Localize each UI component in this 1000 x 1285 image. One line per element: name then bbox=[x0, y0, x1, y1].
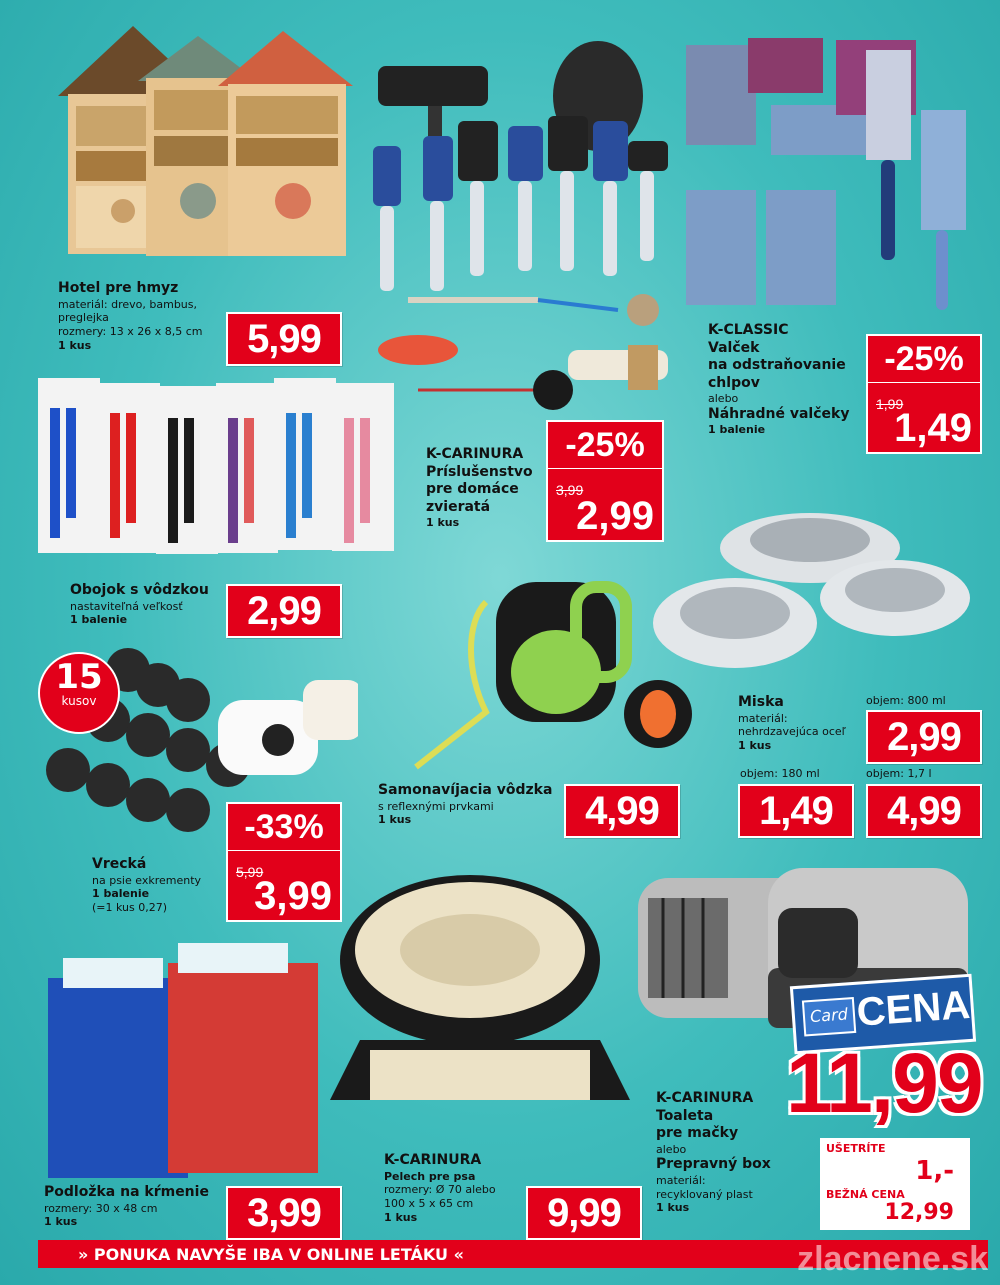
grooming-old-price: 3,99 bbox=[556, 482, 584, 498]
lint-new-price: 1,49 bbox=[894, 406, 972, 450]
lint-alternative: alebo bbox=[708, 392, 739, 405]
savings-label: UŠETRÍTE bbox=[826, 1142, 886, 1155]
grooming-new-price: 2,99 bbox=[576, 494, 654, 538]
bowl-description bbox=[738, 694, 868, 753]
dog-collars-image bbox=[38, 378, 394, 558]
carrier-card-price: 11,99 bbox=[786, 1036, 982, 1130]
bags-title: Vrecká bbox=[92, 856, 147, 872]
lint-old-price: 1,99 bbox=[876, 396, 904, 412]
carrier-quantity: 1 kus bbox=[656, 1201, 690, 1215]
carrier-title-2: pre mačky bbox=[656, 1125, 739, 1141]
bowl-quantity: 1 kus bbox=[738, 739, 772, 752]
bags-quantity: 1 balenie bbox=[92, 887, 150, 901]
bowl-volume-800: objem: 800 ml bbox=[866, 694, 946, 707]
bags-discount-tag bbox=[226, 802, 342, 922]
collar-size: nastaviteľná veľkosť bbox=[70, 599, 183, 613]
insect-hotel-image bbox=[38, 26, 358, 266]
carrier-savings-box bbox=[820, 1138, 970, 1230]
bags-old-price: 5,99 bbox=[236, 864, 264, 880]
hotel-dimensions: rozmery: 13 x 26 x 8,5 cm bbox=[58, 325, 203, 338]
bowl-material-label: materiál: bbox=[738, 711, 788, 725]
bags-count-unit: kusov bbox=[61, 694, 97, 708]
hotel-material2: preglejka bbox=[58, 311, 109, 325]
savings-amount: 1,- bbox=[915, 1156, 954, 1186]
bed-description bbox=[384, 1152, 524, 1225]
carrier-alternative: alebo bbox=[656, 1142, 687, 1156]
dog-bed-image bbox=[330, 870, 650, 1150]
steel-bowls-image bbox=[650, 478, 980, 678]
leash-feature: s reflexnými prvkami bbox=[378, 799, 494, 813]
regular-price: 12,99 bbox=[884, 1200, 954, 1225]
bed-dimensions-1: rozmery: Ø 70 alebo bbox=[384, 1183, 496, 1197]
bowl-material: nehrdzavejúca oceľ bbox=[738, 725, 846, 739]
lint-quantity: 1 balenie bbox=[708, 423, 766, 437]
bed-price-tag: 9,99 bbox=[526, 1186, 642, 1240]
collar-price-tag: 2,99 bbox=[226, 584, 342, 638]
hotel-quantity: 1 kus bbox=[58, 338, 92, 352]
retractable-leash-image bbox=[386, 562, 696, 782]
carrier-material-label: materiál: bbox=[656, 1173, 706, 1187]
collar-quantity: 1 balenie bbox=[70, 613, 128, 627]
grooming-quantity: 1 kus bbox=[426, 516, 460, 529]
hotel-title: Hotel pre hmyz bbox=[58, 280, 179, 296]
mat-dimensions: rozmery: 30 x 48 cm bbox=[44, 1201, 158, 1215]
lint-title-4: Náhradné valčeky bbox=[708, 405, 850, 422]
card-price-label: CENA bbox=[855, 982, 972, 1035]
leash-quantity: 1 kus bbox=[378, 813, 412, 827]
grooming-description bbox=[426, 446, 546, 530]
bowl-price-1-7: 4,99 bbox=[866, 784, 982, 838]
bed-brand: K-CARINURA bbox=[384, 1152, 482, 1168]
pet-toys-image bbox=[368, 280, 688, 430]
card-icon: Card bbox=[802, 997, 856, 1037]
bed-quantity: 1 kus bbox=[384, 1210, 418, 1224]
lint-description bbox=[708, 322, 868, 437]
grooming-brand: K-CARINURA bbox=[426, 446, 524, 462]
leash-description bbox=[378, 782, 558, 827]
grooming-discount-percent: -25% bbox=[565, 426, 645, 464]
mat-quantity: 1 kus bbox=[44, 1215, 78, 1229]
carrier-title-3: Prepravný box bbox=[656, 1156, 771, 1173]
leash-title: Samonavíjacia vôdzka bbox=[378, 782, 553, 798]
bags-description bbox=[92, 856, 232, 915]
bags-count-badge bbox=[38, 652, 120, 734]
hotel-price-tag: 5,99 bbox=[226, 312, 342, 366]
lint-roller-image bbox=[686, 30, 976, 320]
bags-purpose: na psie exkrementy bbox=[92, 873, 202, 887]
online-offer-banner: » PONUKA NAVYŠE IBA V ONLINE LETÁKU « bbox=[38, 1240, 988, 1268]
carrier-title-1: Toaleta bbox=[656, 1107, 714, 1124]
bowl-volume-1-7: objem: 1,7 l bbox=[866, 767, 932, 780]
bed-title: Pelech pre psa bbox=[384, 1169, 476, 1183]
bowl-price-800: 2,99 bbox=[866, 710, 982, 764]
collar-description bbox=[70, 582, 230, 627]
watermark: zlacnene.sk bbox=[797, 1240, 988, 1278]
grooming-title-3: zvieratá bbox=[426, 498, 491, 515]
lint-title-1: Valček bbox=[708, 339, 760, 356]
leash-price-tag: 4,99 bbox=[564, 784, 680, 838]
bowl-title: Miska bbox=[738, 694, 784, 710]
carrier-material: recyklovaný plast bbox=[656, 1187, 753, 1201]
hotel-description bbox=[58, 280, 228, 353]
grooming-discount-tag bbox=[546, 420, 664, 542]
lint-brand: K-CLASSIC bbox=[708, 322, 789, 338]
grooming-title-2: pre domáce bbox=[426, 481, 519, 497]
regular-price-label: BEŽNÁ CENA bbox=[826, 1188, 905, 1201]
mat-title: Podložka na kŕmenie bbox=[44, 1184, 209, 1200]
mat-description bbox=[44, 1184, 234, 1229]
lint-title-3: chlpov bbox=[708, 374, 760, 391]
grooming-title-1: Príslušenstvo bbox=[426, 463, 533, 480]
bags-count-number: 15 bbox=[55, 657, 103, 697]
bowl-volume-180: objem: 180 ml bbox=[740, 767, 820, 780]
feeding-mats-image bbox=[38, 938, 358, 1178]
carrier-brand: K-CARINURA bbox=[656, 1090, 754, 1106]
bowl-price-180: 1,49 bbox=[738, 784, 854, 838]
hotel-material: materiál: drevo, bambus, bbox=[58, 297, 197, 311]
lint-discount-tag bbox=[866, 334, 982, 454]
mat-price-tag: 3,99 bbox=[226, 1186, 342, 1240]
bags-new-price: 3,99 bbox=[254, 874, 332, 918]
carrier-description bbox=[656, 1090, 806, 1215]
collar-title: Obojok s vôdzkou bbox=[70, 582, 209, 598]
bags-unit-price: (=1 kus 0,27) bbox=[92, 901, 168, 914]
bags-discount-percent: -33% bbox=[244, 808, 324, 846]
lint-title-2: na odstraňovanie bbox=[708, 357, 846, 373]
bed-dimensions-2: 100 x 5 x 65 cm bbox=[384, 1197, 474, 1210]
lint-discount-percent: -25% bbox=[884, 340, 964, 378]
